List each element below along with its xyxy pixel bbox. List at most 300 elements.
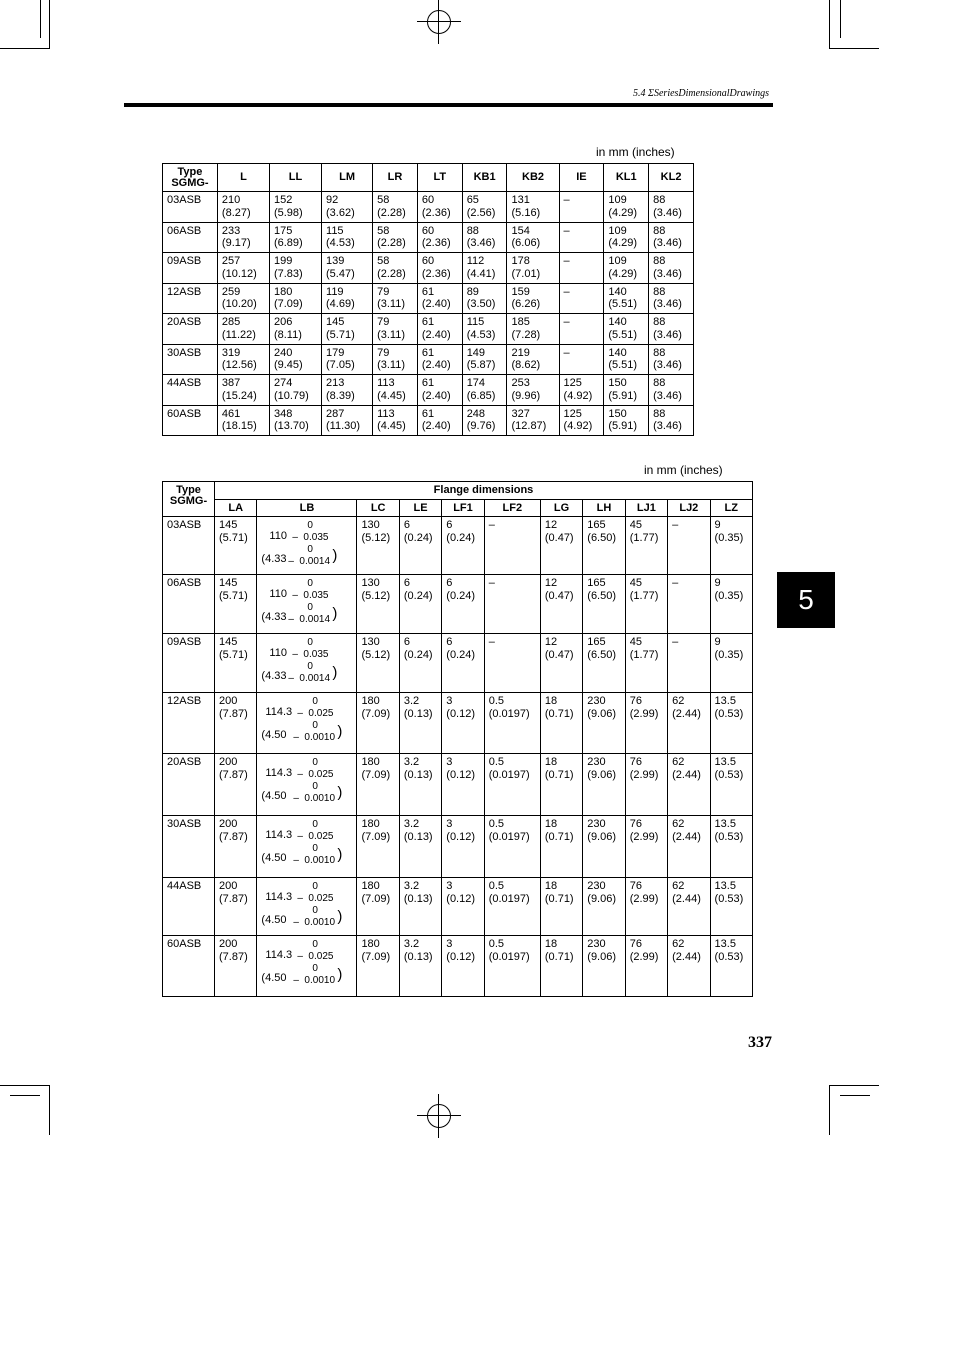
dimensions-table xyxy=(162,163,694,436)
dimension-cell xyxy=(604,344,649,375)
value-inch: (0.53) xyxy=(714,830,744,843)
minus-sign: – xyxy=(288,673,294,684)
value-inch: (6.50) xyxy=(587,648,617,661)
lb-tolerance-cell xyxy=(257,878,357,936)
value-mm: 76 xyxy=(629,880,642,892)
value-mm: 61 xyxy=(421,377,435,389)
crop-mark xyxy=(829,0,830,48)
value-inch: (6.85) xyxy=(466,389,496,402)
value-mm: 79 xyxy=(377,346,390,359)
lb-close-paren: ) xyxy=(337,723,343,740)
value-inch: (0.71) xyxy=(544,830,574,843)
value-inch: (2.44) xyxy=(672,768,701,781)
lb-mm-lower: 0.025 xyxy=(308,893,334,904)
value-mm: 150 xyxy=(608,407,627,420)
dimension-cell xyxy=(604,283,649,314)
value-inch: (0.12) xyxy=(446,950,476,963)
dimension-cell xyxy=(604,253,649,284)
value-mm: 3 xyxy=(446,938,453,950)
value-mm: 6 xyxy=(446,519,453,531)
lb-mm-lower: 0.025 xyxy=(308,769,334,780)
value-mm: 6 xyxy=(403,636,410,648)
value-inch: (9.06) xyxy=(587,892,617,905)
dimension-cell xyxy=(540,816,582,878)
value-mm: 60 xyxy=(421,194,435,206)
lb-tolerance-cell xyxy=(257,936,357,997)
dimension-cell xyxy=(322,314,373,345)
value-mm: 13.5 xyxy=(714,756,736,768)
value-inch: (3.11) xyxy=(377,359,406,371)
column-header: KL2 xyxy=(649,164,694,192)
value-mm: 109 xyxy=(608,224,627,237)
value-mm: 140 xyxy=(608,285,627,298)
value-inch: (5.91) xyxy=(608,420,638,432)
minus-sign: – xyxy=(297,769,303,780)
value-inch: (0.13) xyxy=(403,830,433,843)
column-header: LG xyxy=(540,499,582,517)
value-mm: 88 xyxy=(653,316,666,328)
crop-mark xyxy=(49,1085,50,1135)
type-header-line2: SGMG- xyxy=(169,495,208,507)
type-cell: 30ASB xyxy=(163,816,215,878)
dimension-cell xyxy=(540,575,582,634)
value-inch: (5.47) xyxy=(326,267,355,280)
value-mm: 274 xyxy=(273,377,293,389)
lb-in-upper: 0 xyxy=(312,905,318,916)
value-inch: (7.28) xyxy=(511,328,541,341)
value-inch: (5.71) xyxy=(326,328,355,341)
column-header: LE xyxy=(399,499,441,517)
value-inch: (0.35) xyxy=(714,589,744,602)
minus-sign: – xyxy=(293,732,299,743)
value-inch: (18.15) xyxy=(221,420,257,432)
column-header: KL1 xyxy=(604,164,649,192)
value-mm: 6 xyxy=(446,577,453,589)
type-cell: 30ASB xyxy=(163,344,218,375)
value-inch: (7.87) xyxy=(219,950,248,963)
value-inch: (2.28) xyxy=(377,206,406,219)
value-inch: (5.87) xyxy=(466,359,496,371)
dimension-cell xyxy=(399,878,441,936)
lb-in-lower: 0.0014 xyxy=(299,673,331,684)
dimension-cell xyxy=(399,634,441,693)
minus-sign: – xyxy=(288,556,294,567)
dimension-cell xyxy=(540,936,582,997)
dimension-cell xyxy=(649,192,694,223)
value-mm: 178 xyxy=(511,255,530,267)
type-header xyxy=(163,164,218,192)
dimension-cell xyxy=(559,192,604,223)
lb-in-lower: 0.0014 xyxy=(299,556,331,567)
dimension-cell xyxy=(357,816,399,878)
dimension-cell xyxy=(583,517,625,575)
dimension-cell xyxy=(583,634,625,693)
value-mm: 92 xyxy=(326,194,339,206)
column-header: LL xyxy=(269,164,321,192)
value-mm: 13.5 xyxy=(714,880,736,892)
value-inch: (0.35) xyxy=(714,648,744,661)
dimension-cell xyxy=(710,936,752,997)
column-header: KB2 xyxy=(507,164,559,192)
value-inch: (9.45) xyxy=(273,359,303,371)
type-cell: 44ASB xyxy=(163,375,218,406)
type-cell: 03ASB xyxy=(163,192,218,223)
chapter-tab: 5 xyxy=(777,572,835,628)
type-header-line1: Type xyxy=(176,484,201,496)
value-mm: 109 xyxy=(608,194,627,206)
value-inch: (5.71) xyxy=(219,531,248,544)
column-header: LR xyxy=(373,164,418,192)
value-inch: (3.46) xyxy=(653,389,682,402)
value-mm: 348 xyxy=(273,407,293,420)
dimension-cell xyxy=(399,936,441,997)
value-inch: (0.12) xyxy=(446,830,476,843)
value-mm: 115 xyxy=(326,224,344,237)
value-mm: 113 xyxy=(377,407,395,420)
value-inch: (13.70) xyxy=(273,420,309,432)
lb-mm-upper: 0 xyxy=(312,939,318,950)
value-inch: (5.12) xyxy=(361,648,391,661)
value-inch: (0.53) xyxy=(714,768,744,781)
value-inch: (8.62) xyxy=(511,359,541,371)
type-cell: 60ASB xyxy=(163,405,218,436)
table-row xyxy=(163,816,753,878)
value-mm: 3.2 xyxy=(403,695,420,707)
value-mm: 45 xyxy=(629,577,642,589)
value-inch: (10.20) xyxy=(221,298,257,310)
dimension-cell xyxy=(217,192,269,223)
crop-mark xyxy=(840,1095,870,1096)
lb-tolerance-cell xyxy=(257,693,357,754)
value-mm: 248 xyxy=(466,407,486,420)
value-inch: (0.0197) xyxy=(488,892,530,905)
crop-mark xyxy=(829,1085,879,1086)
minus-sign: – xyxy=(293,975,299,986)
value-mm: 3 xyxy=(446,880,453,892)
minus-sign: – xyxy=(297,951,303,962)
crop-mark xyxy=(438,0,439,44)
value-inch: (8.11) xyxy=(273,328,302,341)
value-mm: 140 xyxy=(608,316,627,328)
type-cell: 09ASB xyxy=(163,634,215,693)
column-header: IE xyxy=(559,164,604,192)
value-inch: (2.99) xyxy=(629,768,659,781)
dimension-cell xyxy=(559,344,604,375)
value-mm: 76 xyxy=(629,938,642,950)
lb-tolerance-cell xyxy=(257,816,357,878)
dimension-cell xyxy=(668,754,710,816)
dimension-cell xyxy=(373,253,418,284)
lb-mm: 114.3 xyxy=(265,829,293,841)
value-inch: (5.12) xyxy=(361,531,391,544)
value-mm: 88 xyxy=(653,194,666,206)
value-mm: 6 xyxy=(403,577,410,589)
value-mm: 88 xyxy=(466,224,479,237)
value-mm: 145 xyxy=(219,577,238,589)
value-mm: 3.2 xyxy=(403,938,420,950)
value-mm: 210 xyxy=(221,194,241,206)
value-mm: 61 xyxy=(421,316,435,328)
dimension-cell xyxy=(507,314,559,345)
value-mm: 3 xyxy=(446,695,453,707)
crop-mark xyxy=(829,1085,830,1135)
dimension-cell xyxy=(668,517,710,575)
value-inch: (0.24) xyxy=(446,589,476,602)
value-mm: – xyxy=(488,636,495,648)
dimension-cell xyxy=(583,693,625,754)
dimension-cell xyxy=(484,878,540,936)
dimension-cell xyxy=(373,375,418,406)
value-mm: 9 xyxy=(714,636,721,648)
table-row xyxy=(163,375,694,406)
value-mm: 131 xyxy=(511,194,530,206)
value-mm: 115 xyxy=(466,316,485,328)
value-mm: 230 xyxy=(587,818,606,830)
dimension-cell xyxy=(217,375,269,406)
table-row xyxy=(163,253,694,284)
tolerance-block xyxy=(261,756,341,809)
value-inch: (1.77) xyxy=(629,589,659,602)
value-mm: 79 xyxy=(377,285,390,298)
dimension-cell xyxy=(625,575,667,634)
lb-tolerance-cell xyxy=(257,575,357,634)
dimension-cell xyxy=(710,693,752,754)
value-mm: 18 xyxy=(544,880,558,892)
minus-sign: – xyxy=(293,855,299,866)
lb-in-upper: 0 xyxy=(312,720,318,731)
dimension-cell xyxy=(559,222,604,253)
value-inch: (6.89) xyxy=(273,237,303,249)
value-mm: 13.5 xyxy=(714,938,736,950)
value-inch: (7.05) xyxy=(326,359,355,371)
value-mm: 0.5 xyxy=(488,880,504,892)
dimension-cell xyxy=(269,314,321,345)
value-mm: – xyxy=(563,285,570,298)
dimension-cell xyxy=(462,222,507,253)
type-header-line1: Type xyxy=(177,166,203,178)
dimension-cell xyxy=(559,253,604,284)
value-inch: (3.46) xyxy=(653,298,682,310)
value-mm: 89 xyxy=(466,285,479,298)
value-inch: (10.12) xyxy=(221,267,257,280)
value-mm: 165 xyxy=(587,577,606,589)
dimension-cell xyxy=(322,375,373,406)
value-mm: 200 xyxy=(219,880,238,892)
dimension-cell xyxy=(649,314,694,345)
dimension-cell xyxy=(462,405,507,436)
dimension-cell xyxy=(668,878,710,936)
value-mm: 200 xyxy=(219,695,238,707)
value-mm: 88 xyxy=(653,255,666,267)
value-inch: (3.46) xyxy=(653,420,682,432)
dimension-cell xyxy=(625,816,667,878)
dimension-cell xyxy=(625,693,667,754)
dimension-cell xyxy=(217,253,269,284)
value-inch: (10.79) xyxy=(273,389,309,402)
value-inch: (2.44) xyxy=(672,892,701,905)
lb-in-lower: 0.0010 xyxy=(304,732,336,743)
dimension-cell xyxy=(215,634,257,693)
value-inch: (3.46) xyxy=(466,237,496,249)
value-mm: 112 xyxy=(466,255,485,267)
value-inch: (6.06) xyxy=(511,237,541,249)
value-inch: (15.24) xyxy=(221,389,257,402)
value-inch: (2.28) xyxy=(377,267,406,280)
crop-mark xyxy=(829,48,879,49)
crop-mark xyxy=(417,21,461,22)
value-inch: (0.0197) xyxy=(488,707,530,720)
dimension-cell xyxy=(373,314,418,345)
lb-in-lower: 0.0010 xyxy=(304,855,336,866)
value-mm: 165 xyxy=(587,519,606,531)
dimension-cell xyxy=(269,405,321,436)
value-mm: 88 xyxy=(653,407,666,420)
lb-mm: 110 xyxy=(269,530,287,542)
value-mm: 287 xyxy=(326,407,345,420)
dimension-cell xyxy=(484,693,540,754)
dimension-cell xyxy=(625,517,667,575)
dimension-cell xyxy=(217,222,269,253)
tolerance-block xyxy=(261,818,341,871)
minus-sign: – xyxy=(292,532,298,543)
dimension-cell xyxy=(484,754,540,816)
value-mm: 61 xyxy=(421,346,435,359)
value-mm: – xyxy=(563,194,570,206)
minus-sign: – xyxy=(297,893,303,904)
column-header: LB xyxy=(257,499,357,517)
value-mm: 145 xyxy=(219,519,238,531)
dimension-cell xyxy=(217,314,269,345)
lb-close-paren: ) xyxy=(337,966,343,983)
value-mm: 18 xyxy=(544,818,558,830)
value-mm: 3.2 xyxy=(403,880,420,892)
dimension-cell xyxy=(625,936,667,997)
lb-mm: 110 xyxy=(269,647,287,659)
value-mm: 461 xyxy=(221,407,241,420)
dimension-cell xyxy=(604,192,649,223)
dimension-cell xyxy=(625,754,667,816)
minus-sign: – xyxy=(288,614,294,625)
lb-close-paren: ) xyxy=(332,547,338,564)
value-inch: (0.53) xyxy=(714,950,744,963)
value-mm: – xyxy=(672,636,679,648)
dimension-cell xyxy=(322,344,373,375)
dimension-cell xyxy=(484,936,540,997)
minus-sign: – xyxy=(297,831,303,842)
value-inch: (5.71) xyxy=(219,589,248,602)
dimension-cell xyxy=(484,575,540,634)
dimension-cell xyxy=(462,314,507,345)
dimension-cell xyxy=(442,936,484,997)
lb-close-paren: ) xyxy=(337,908,343,925)
lb-tolerance-cell xyxy=(257,754,357,816)
dimension-cell xyxy=(484,517,540,575)
dimension-cell xyxy=(269,344,321,375)
column-header: LM xyxy=(322,164,373,192)
value-mm: 125 xyxy=(563,377,582,389)
value-inch: (5.71) xyxy=(219,648,248,661)
type-cell: 20ASB xyxy=(163,754,215,816)
dimension-cell xyxy=(604,222,649,253)
value-inch: (0.71) xyxy=(544,768,574,781)
dimension-cell xyxy=(399,575,441,634)
value-mm: 45 xyxy=(629,519,642,531)
lb-mm: 114.3 xyxy=(265,706,293,718)
dimension-cell xyxy=(442,575,484,634)
lb-mm-lower: 0.035 xyxy=(303,649,329,660)
dimension-cell xyxy=(462,375,507,406)
dimension-cell xyxy=(215,754,257,816)
value-inch: (4.29) xyxy=(608,206,638,219)
dimension-cell xyxy=(399,517,441,575)
dimension-cell xyxy=(322,253,373,284)
value-inch: (7.83) xyxy=(273,267,303,280)
value-mm: 3.2 xyxy=(403,756,420,768)
value-mm: 200 xyxy=(219,938,238,950)
dimension-cell xyxy=(583,936,625,997)
value-inch: (2.44) xyxy=(672,950,701,963)
type-cell: 60ASB xyxy=(163,936,215,997)
value-inch: (9.96) xyxy=(511,389,541,402)
header-rule xyxy=(124,103,773,107)
value-mm: 60 xyxy=(421,255,435,267)
value-inch: (0.12) xyxy=(446,768,476,781)
dimension-cell xyxy=(559,375,604,406)
value-mm: 285 xyxy=(221,316,241,328)
table-row xyxy=(163,754,753,816)
dimension-cell xyxy=(710,634,752,693)
lb-mm-lower: 0.035 xyxy=(303,590,329,601)
value-inch: (3.11) xyxy=(377,298,406,310)
value-mm: 61 xyxy=(421,285,435,298)
value-mm: 0.5 xyxy=(488,938,504,950)
minus-sign: – xyxy=(292,590,298,601)
value-inch: (2.40) xyxy=(421,420,451,432)
column-header: LZ xyxy=(710,499,752,517)
dimension-cell xyxy=(625,878,667,936)
value-inch: (0.47) xyxy=(544,531,574,544)
value-inch: (0.12) xyxy=(446,707,476,720)
dimension-cell xyxy=(269,222,321,253)
dimension-cell xyxy=(649,405,694,436)
dimension-cell xyxy=(442,754,484,816)
minus-sign: – xyxy=(292,649,298,660)
value-inch: (4.53) xyxy=(326,237,355,249)
dimension-cell xyxy=(215,693,257,754)
value-mm: 253 xyxy=(511,377,530,389)
value-inch: (7.09) xyxy=(361,892,391,905)
dimension-cell xyxy=(540,693,582,754)
unit-note: in mm (inches) xyxy=(644,463,723,477)
column-header: LF1 xyxy=(442,499,484,517)
value-inch: (9.06) xyxy=(587,768,617,781)
value-mm: 233 xyxy=(221,224,241,237)
dimension-cell xyxy=(484,816,540,878)
value-inch: (7.09) xyxy=(361,950,391,963)
dimension-cell xyxy=(462,344,507,375)
value-inch: (4.41) xyxy=(466,267,496,280)
lb-mm-lower: 0.035 xyxy=(303,532,329,543)
dimension-cell xyxy=(540,634,582,693)
dimension-cell xyxy=(559,314,604,345)
lb-inch: (4.50 xyxy=(261,790,287,802)
column-header: LA xyxy=(215,499,257,517)
dimension-cell xyxy=(604,405,649,436)
type-cell: 06ASB xyxy=(163,222,218,253)
flange-group-header: Flange dimensions xyxy=(215,482,753,500)
dimension-cell xyxy=(710,517,752,575)
value-inch: (0.0197) xyxy=(488,830,530,843)
